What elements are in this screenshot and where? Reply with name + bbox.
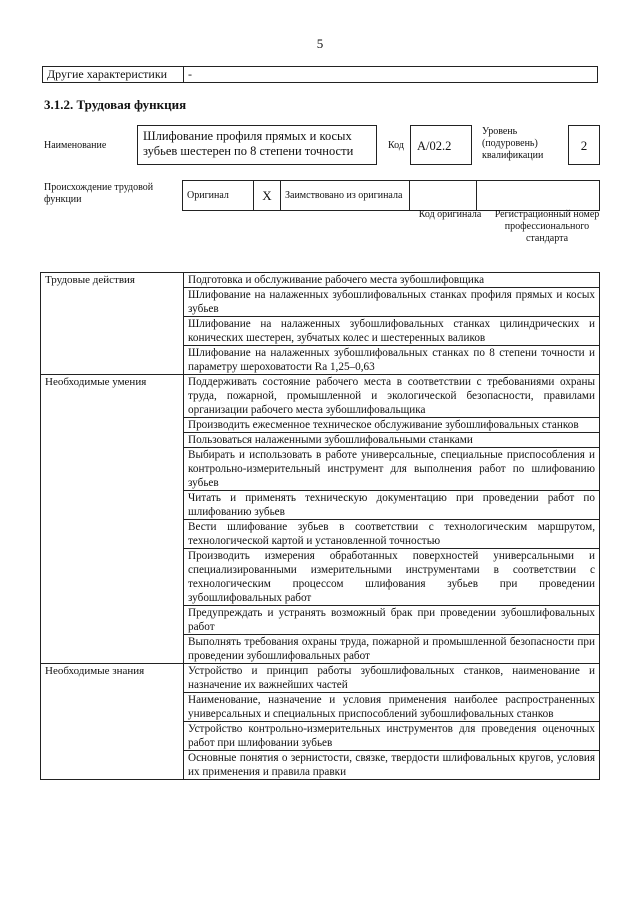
level-label: Уровень (подуровень) квалификации: [482, 126, 544, 161]
function-details-table: [40, 272, 600, 780]
borrowed-label: Заимствовано из оригинала: [281, 181, 410, 211]
original-label: Оригинал: [183, 181, 254, 211]
other-characteristics-value: -: [184, 67, 598, 83]
category-cell: Трудовые действия: [41, 273, 184, 375]
item-cell: Устройство и принцип работы зубошлифовальных станков, наименование и назначение их важнейших частей: [184, 664, 600, 693]
item-cell: Вести шлифование зубьев в соответствии с технологическим маршрутом, технологической картой и установленной точностью: [184, 520, 600, 549]
code-label: Код: [388, 140, 404, 151]
item-cell: Поддерживать состояние рабочего места в соответствии с требованиями охраны труда, пожарной, промышленной и экологической безопасности, правилами организации рабочего места зубошлифовальщика: [184, 375, 600, 418]
item-cell: Производить ежесменное техническое обслуживание зубошлифовальных станков: [184, 418, 600, 433]
other-characteristics-label: Другие характеристики: [43, 67, 184, 83]
item-cell: Шлифование на налаженных зубошлифовальных станках профиля прямых и косых зубьев: [184, 288, 600, 317]
function-name-box: Шлифование профиля прямых и косых зубьев шестерен по 8 степени точности: [137, 125, 377, 165]
item-cell: Пользоваться налаженными зубошлифовальными станками: [184, 433, 600, 448]
table-row: [41, 375, 600, 418]
original-mark: X: [254, 181, 281, 211]
category-cell: Необходимые умения: [41, 375, 184, 664]
table-row: [41, 273, 600, 288]
origin-table: [182, 180, 600, 211]
item-cell: Основные понятия о зернистости, связке, твердости шлифовальных кругов, условия их применения и правила правки: [184, 751, 600, 780]
item-cell: Шлифование на налаженных зубошлифовальных станках по 8 степени точности и параметру шероховатости Ra 1,25–0,63: [184, 346, 600, 375]
item-cell: Выбирать и использовать в работе универсальные, специальные приспособления и контрольно-измерительный инструмент для выполнения работ по шлифованию зубьев: [184, 448, 600, 491]
origin-reg-cell: [477, 181, 600, 211]
other-characteristics-table: [42, 66, 598, 83]
item-cell: Предупреждать и устранять возможный брак при проведении зубошлифовальных работ: [184, 606, 600, 635]
origin-label: Происхождение трудовой функции: [44, 182, 154, 205]
item-cell: Устройство контрольно-измерительных инструментов для проведения оценочных работ при шлифовании зубьев: [184, 722, 600, 751]
reg-caption: Регистрационный номер профессионального стандарта: [494, 209, 600, 244]
function-code-box: А/02.2: [410, 125, 472, 165]
item-cell: Выполнять требования охраны труда, пожарной и промышленной безопасности при проведении зубошлифовальных работ: [184, 635, 600, 664]
name-label: Наименование: [44, 140, 107, 151]
item-cell: Наименование, назначение и условия применения наиболее распространенных универсальных и специальных приспособлений зубошлифовальных станков: [184, 693, 600, 722]
level-value-box: 2: [568, 125, 600, 165]
code-caption: Код оригинала: [418, 209, 482, 220]
page-number: 5: [316, 36, 324, 51]
origin-code-cell: [410, 181, 477, 211]
item-cell: Читать и применять техническую документацию при проведении работ по шлифованию зубьев: [184, 491, 600, 520]
item-cell: Шлифование на налаженных зубошлифовальных станках цилиндрических и конических шестерен, зубчатых колес и шестеренных валиков: [184, 317, 600, 346]
item-cell: Подготовка и обслуживание рабочего места зубошлифовщика: [184, 273, 600, 288]
category-cell: Необходимые знания: [41, 664, 184, 780]
table-row: [41, 664, 600, 693]
section-title: 3.1.2. Трудовая функция: [44, 97, 187, 112]
item-cell: Производить измерения обработанных поверхностей универсальными и специализированными измерительными инструментами в соответствии с технологическим процессом шлифования зубьев при проведении зубошлифовальных работ: [184, 549, 600, 606]
